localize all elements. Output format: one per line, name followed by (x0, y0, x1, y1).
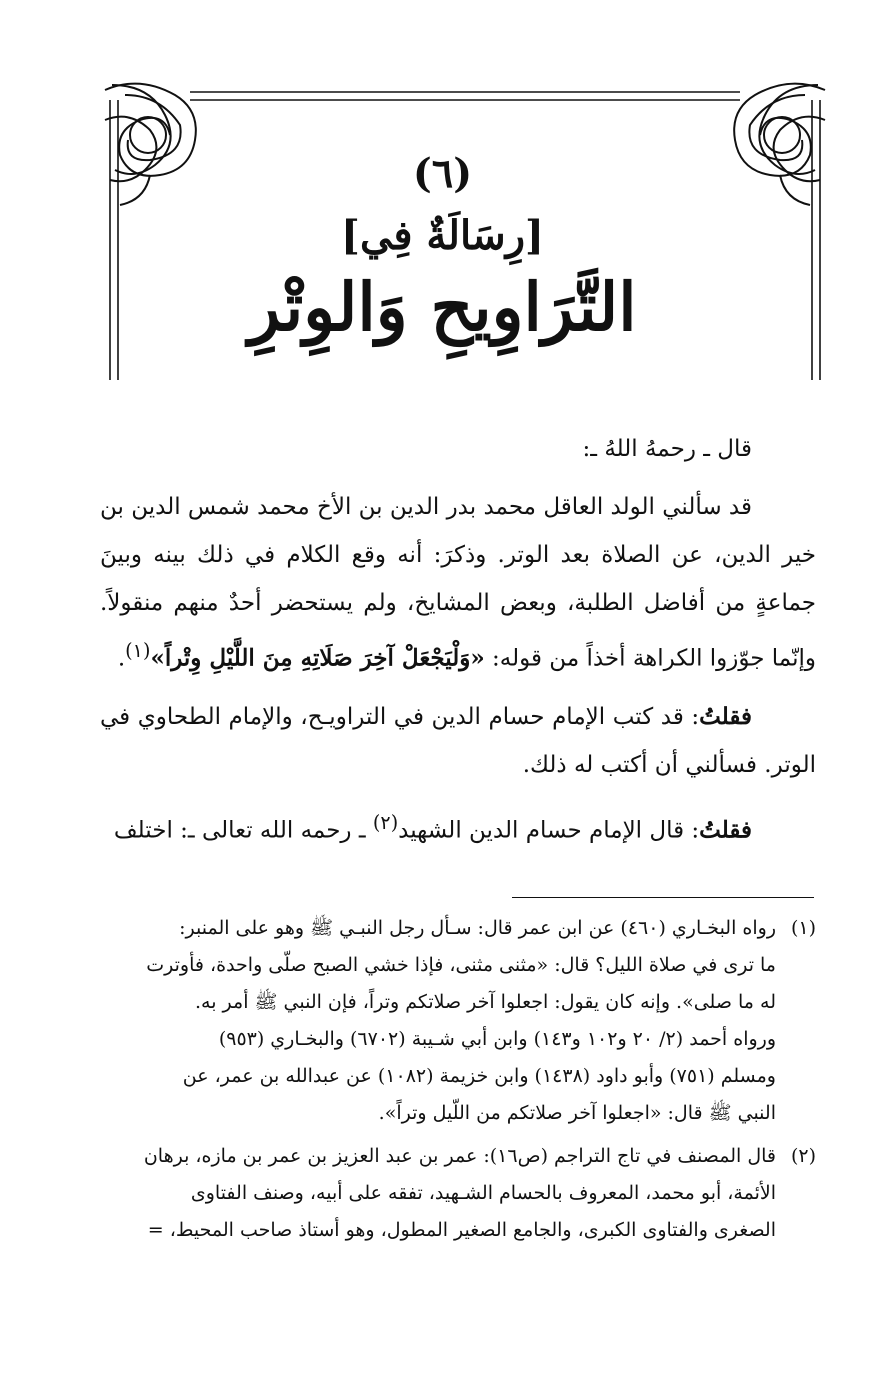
main-text (100, 425, 816, 864)
footnote-ref-1[interactable]: (١) (125, 639, 151, 662)
treatise-subtitle: [رِسَالَةٌ فِي] (341, 212, 544, 259)
footnote-number: (١) (790, 917, 816, 939)
intro-line: قال ـ رحمهُ اللهُ ـ: (582, 436, 752, 462)
footnote-1-line-2: ما ترى في صلاة الليل؟ قال: «مثنى مثنى، فإذا خشي الصبح صلّى واحدة، فأوترت (146, 954, 776, 976)
p3-text-2: ـ رحمه الله تعالى ـ: اختلف (113, 817, 373, 844)
footnote-separator (512, 897, 814, 898)
p3-text-1: : قال الإمام حسام الدين الشهيد (398, 817, 700, 844)
p1-line-4: وإنّما جوّزوا الكراهة أخذاً من قوله: (484, 645, 816, 672)
paragraph-3 (100, 799, 816, 855)
treatise-title: التَّرَاوِيحِ وَالوِتْرِ (248, 268, 637, 346)
footnote-1-line-4: ورواه أحمد (٢/ ٢٠ و١٠٢ و١٤٣) وابن أبي شـيبة (٦٧٠٢) والبخـاري (٩٥٣) (218, 1028, 776, 1050)
p1-line-1: قد سألني الولد العاقل محمد بدر الدين بن الأخ محمد شمس الدين بن (100, 494, 752, 520)
footnote-2-line-2: الأئمة، أبو محمد، المعروف بالحسام الشـهيد، تفقه على أبيه، وصنف الفتاوى (190, 1182, 776, 1204)
paragraph-2 (100, 693, 816, 789)
p3-lead: فقلتُ (699, 816, 752, 844)
p2-text: : قد كتب الإمام حسام الدين في التراويـح، والإمام الطحاوي في الوتر. فسألني أن أكتب له ذلك. (100, 703, 816, 778)
footnote-2 (100, 1138, 816, 1249)
footnote-ref-2[interactable]: (٢) (372, 810, 399, 834)
p1-line-3: جماعةٍ من أفاضل الطلبة، وبعض المشايخ، ولم يستحضر أحدٌ منهم منقولاً. (100, 590, 816, 616)
p1-end: . (117, 645, 126, 672)
footnote-1-line-1: رواه البخـاري (٤٦٠) عن ابن عمر قال: سـأل رجل النبـي ﷺ وهو على المنبر: (179, 917, 776, 939)
footnotes (100, 910, 816, 1255)
footnote-2-line-1: قال المصنف في تاج التراجم (ص١٦): عمر بن عبد العزيز بن عمر بن مازه، برهان (143, 1145, 776, 1167)
footnote-1 (100, 910, 816, 1132)
footnote-text (100, 910, 776, 1132)
footnote-number: (٢) (790, 1145, 816, 1167)
footnote-1-line-5: ومسلم (٧٥١) وأبو داود (١٤٣٨) وابن خزيمة (١٠٨٢) عن عبدالله بن عمر، عن (182, 1065, 776, 1087)
p2-lead: فقلتُ (699, 702, 752, 730)
footnote-1-line-3: له ما صلى». وإنه كان يقول: اجعلوا آخر صلاتكم وتراً، فإن النبي ﷺ أمر به. (195, 991, 776, 1013)
p1-line-2: خير الدين، عن الصلاة بعد الوتر. وذكرَ: أنه وقع الكلام في ذلك بينه وبينَ (100, 542, 816, 568)
footnote-1-line-6: النبي ﷺ قال: «اجعلوا آخر صلاتكم من اللّيل وتراً». (378, 1102, 776, 1124)
hadith-quote: «وَلْيَجْعَلْ آخِرَ صَلَاتِهِ مِنَ اللَّيْلِ وِتْراً» (150, 644, 485, 672)
paragraph-1 (100, 483, 816, 683)
footnote-2-line-3: الصغرى والفتاوى الكبرى، والجامع الصغير المطول، وهو أستاذ صاحب المحيط، = (147, 1219, 776, 1241)
footnote-text (100, 1138, 776, 1249)
treatise-number: (٦) (412, 150, 473, 197)
